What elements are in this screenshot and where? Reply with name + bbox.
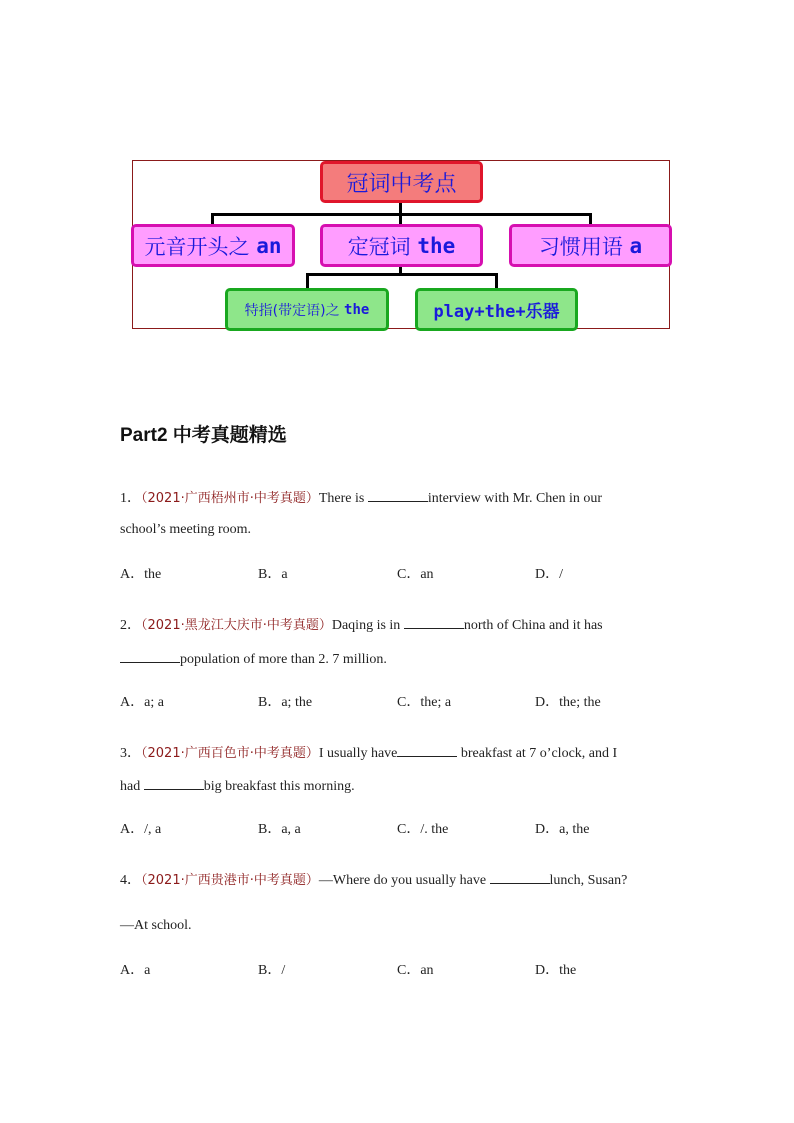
question-text: Daqing is in (331, 618, 404, 633)
option-d[interactable]: D．/ (535, 567, 563, 582)
question-1 (120, 487, 680, 509)
question-number: 1． (120, 491, 141, 506)
mindmap-node-play-instrument (415, 288, 578, 331)
option-d[interactable]: D．the; the (535, 695, 601, 710)
question-number: 3． (120, 746, 141, 761)
question-text: —At school. (120, 918, 192, 933)
question-text: lunch, Susan? (549, 873, 628, 888)
option-d[interactable]: D．the (535, 963, 577, 978)
answer-blank[interactable] (397, 742, 457, 757)
answer-blank[interactable] (144, 775, 204, 790)
question-3-options (120, 818, 680, 838)
option-a[interactable]: A．/, a (120, 822, 162, 837)
question-4-line2 (120, 916, 680, 936)
answer-blank[interactable] (368, 487, 428, 502)
option-a[interactable]: A．a (120, 963, 151, 978)
question-number: 2． (120, 618, 141, 633)
question-1-options (120, 563, 680, 583)
question-text: —Where do you usually have (318, 873, 490, 888)
node-label-en: play+the+乐器 (433, 302, 560, 322)
mindmap-node-vowel-an (131, 224, 295, 267)
question-2-options (120, 691, 680, 711)
node-label-zh: 习惯用语 (538, 234, 623, 259)
answer-blank[interactable] (404, 614, 464, 629)
question-number: 4． (120, 873, 141, 888)
node-label-en: the (417, 233, 456, 258)
option-c[interactable]: C．an (397, 963, 434, 978)
question-text: I usually have (318, 746, 398, 761)
question-text: north of China and it has (463, 618, 603, 633)
option-c[interactable]: C．/. the (397, 822, 449, 837)
question-4-options (120, 959, 680, 979)
mindmap-root (320, 161, 483, 203)
question-source: （2021·广西百色市·中考真题） (141, 746, 319, 761)
mindmap-node-idiom-a (509, 224, 672, 267)
answer-blank[interactable] (120, 648, 180, 663)
option-b[interactable]: B．a (258, 567, 288, 582)
option-c[interactable]: C．an (397, 567, 434, 582)
option-b[interactable]: B．a, a (258, 822, 301, 837)
question-source: （2021·广西贵港市·中考真题） (141, 873, 319, 888)
section-title: Part2 中考真题精选 (120, 425, 287, 446)
mindmap-node-specific-the (225, 288, 389, 331)
option-b[interactable]: B．a; the (258, 695, 313, 710)
question-text: school’s meeting room. (120, 522, 252, 537)
option-a[interactable]: A．a; a (120, 695, 164, 710)
node-label-zh: 特指(带定语)之 (244, 302, 340, 319)
option-b[interactable]: B．/ (258, 963, 286, 978)
option-d[interactable]: D．a, the (535, 822, 590, 837)
mindmap-node-definite-the (320, 224, 483, 267)
question-text: interview with Mr. Chen in our (427, 491, 603, 506)
question-text: had (120, 779, 144, 794)
answer-blank[interactable] (490, 869, 550, 884)
question-text: There is (318, 491, 368, 506)
question-2-line2 (120, 648, 680, 670)
node-label-en: an (256, 233, 282, 258)
question-text: breakfast at 7 o’clock, and I (457, 746, 618, 761)
question-4 (120, 869, 680, 891)
node-label-zh: 元音开头之 (144, 234, 250, 259)
option-c[interactable]: C．the; a (397, 695, 452, 710)
root-label: 冠词中考点 (346, 171, 457, 197)
article-mindmap (132, 160, 670, 329)
node-label-zh: 定冠词 (347, 234, 411, 259)
question-source: （2021·黑龙江大庆市·中考真题） (141, 618, 332, 633)
question-2 (120, 614, 680, 636)
question-1-line2 (120, 520, 680, 540)
question-3-line2 (120, 775, 680, 797)
node-label-en: a (629, 233, 643, 258)
question-text: population of more than 2. 7 million. (180, 652, 387, 667)
option-a[interactable]: A．the (120, 567, 162, 582)
question-source: （2021·广西梧州市·中考真题） (141, 491, 319, 506)
connector-line (495, 273, 498, 289)
node-label-en: the (344, 301, 370, 318)
connector-line (306, 273, 309, 289)
question-text: big breakfast this morning. (203, 779, 355, 794)
question-3 (120, 742, 680, 764)
connector-line (306, 273, 498, 276)
